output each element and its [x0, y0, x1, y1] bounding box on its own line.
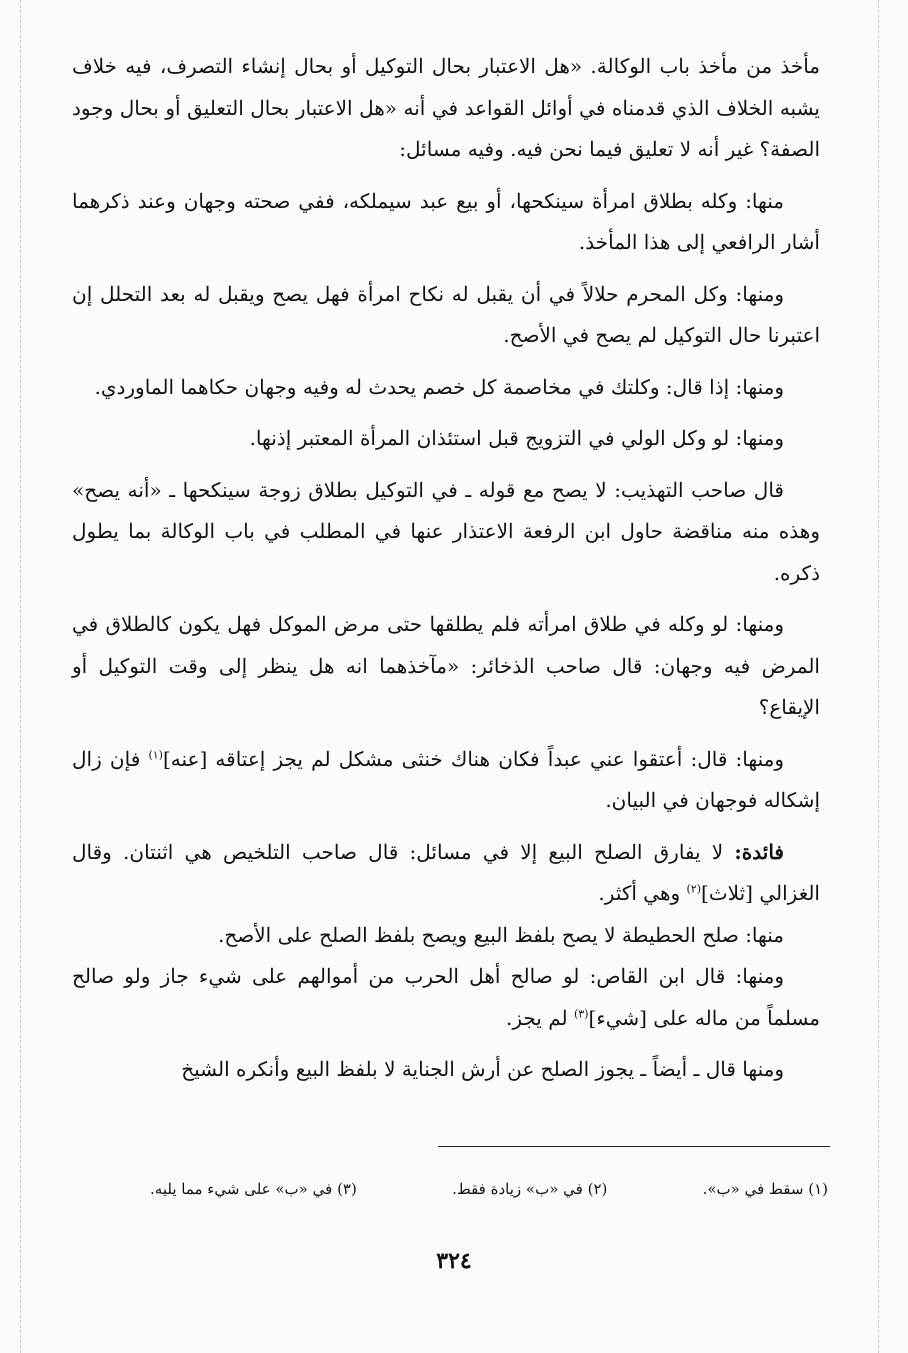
paragraph — [72, 956, 820, 1039]
footnote: (٣) في «ب» على شيء مما يليه. — [150, 1180, 357, 1198]
footnote-mark: (٣) — [574, 1006, 589, 1020]
main-text — [72, 46, 820, 1091]
paragraph: منها: صلح الحطيطة لا يصح بلفظ البيع ويصح بلفظ الصلح على الأصح. — [218, 922, 784, 947]
paragraph: ومنها: لو وكله في طلاق امرأته فلم يطلقها حتى مرض الموكل فهل يكون كالطلاق في المرض فيه وجهان: قال صاحب الذخائر: «مآخذهما انه هل ينظر إلى وقت التوكيل أو الإيقاع؟ — [72, 612, 820, 719]
page-number: ٣٢٤ — [436, 1248, 472, 1274]
paragraph-text: ومنها: قال: أعتقوا عني عبداً فكان هناك خنثى مشكل لم يجز إعتاقه [عنه] — [162, 746, 785, 771]
scan-edge-mark — [20, 0, 21, 1353]
footnote-separator — [438, 1146, 830, 1147]
footnotes — [150, 1178, 828, 1200]
paragraph-text: لم يجز. — [506, 1005, 574, 1030]
paragraph — [72, 739, 820, 822]
paragraph-text: فإن زال إشكاله فوجهان في البيان. — [72, 746, 820, 812]
paragraph-text: وهي أكثر. — [598, 881, 687, 905]
paragraph: ومنها: إذا قال: وكلتك في مخاصمة كل خصم يحدث له وفيه وجهان حكاهما الماوردي. — [94, 374, 784, 399]
paragraph: منها: وكله بطلاق امرأة سينكحها، أو بيع عبد سيملكه، ففي صحته وجهان وعند ذكرهما أشار الرافعي إلى هذا المأخذ. — [72, 188, 820, 254]
paragraph: قال صاحب التهذيب: لا يصح مع قوله ـ في التوكيل بطلاق زوجة سينكحها ـ «أنه يصح» وهذه منه مناقضة حاول ابن الرفعة الاعتذار عنها في المطلب في باب الوكالة بما يطول ذكره. — [72, 477, 820, 585]
paragraph: ومنها: لو وكل الولي في التزويج قبل استئذان المرأة المعتبر إذنها. — [249, 426, 784, 450]
paragraph — [72, 832, 820, 915]
scan-edge-mark — [878, 0, 879, 1353]
footnote-mark: (٢) — [686, 882, 702, 896]
footnote-mark: (١) — [148, 747, 163, 761]
footnote: (١) سقط في «ب». — [702, 1180, 828, 1198]
footnote: (٢) في «ب» زيادة فقط. — [452, 1180, 608, 1198]
paragraph-text: ومنها: قال ابن القاص: لو صالح أهل الحرب من أموالهم على شيء جاز ولو صالح مسلماً من ماله على [شيء] — [72, 964, 820, 1030]
paragraph: ومنها: وكل المحرم حلالاً في أن يقبل له نكاح امرأة فهل يصح ويقبل له بعد التحلل إن اعتبرنا حال التوكيل لم يصح في الأصح. — [72, 281, 820, 347]
paragraph: مأخذ من مأخذ باب الوكالة. «هل الاعتبار بحال التوكيل أو بحال إنشاء التصرف، فيه خلاف يشبه الخلاف الذي قدمناه في أوائل القواعد في أنه «هل الاعتبار بحال التعليق أو بحال وجود الصفة؟ غير أنه لا تعليق فيما نحن فيه. وفيه مسائل: — [72, 54, 820, 161]
note-heading: فائدة: — [734, 839, 784, 864]
paragraph-text: لا يفارق الصلح البيع إلا في مسائل: قال صاحب التلخيص هي اثنتان. وقال الغزالي [ثلاث] — [72, 839, 820, 905]
paragraph: ومنها قال ـ أيضاً ـ يجوز الصلح عن أرش الجناية لا بلفظ البيع وأنكره الشيخ — [181, 1057, 784, 1081]
